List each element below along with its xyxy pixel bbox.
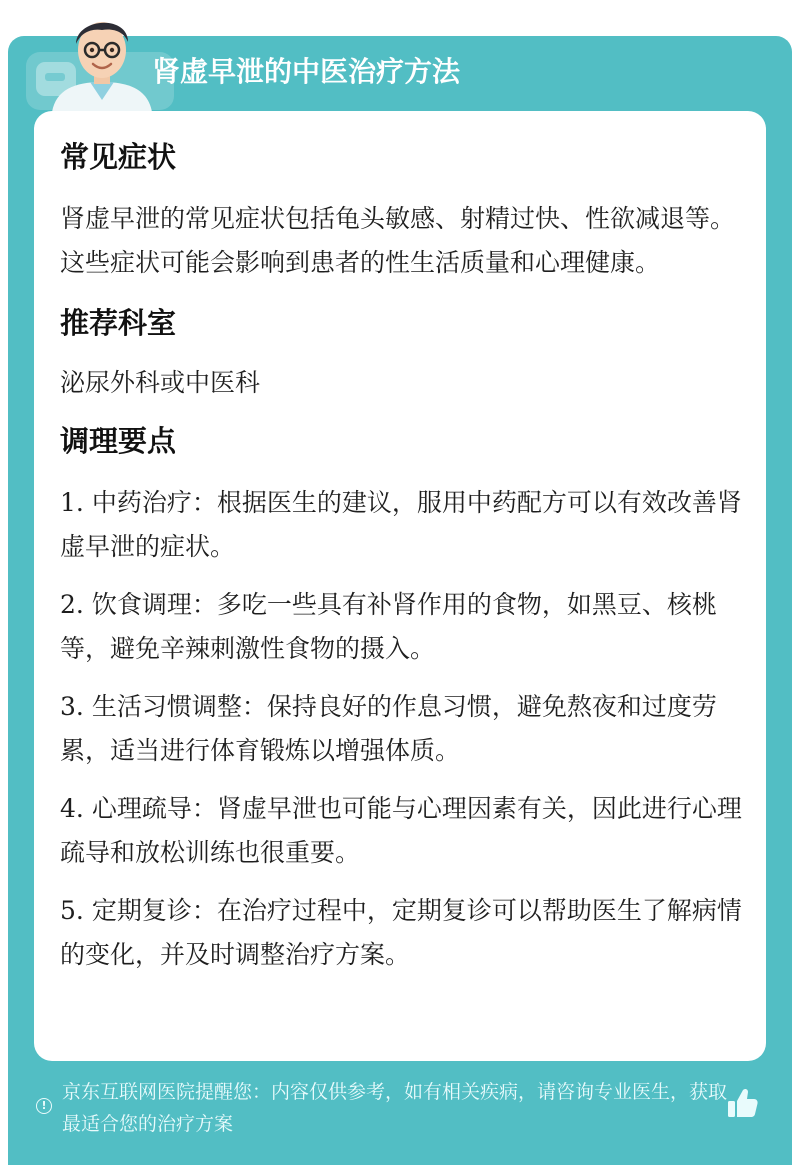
content-card (34, 111, 766, 1061)
page-title: 肾虚早泄的中医治疗方法 (152, 55, 461, 88)
list-item-number: 4. (60, 794, 84, 823)
list-item (60, 583, 742, 671)
list-item (60, 685, 742, 773)
symptoms-heading: 常见症状 (60, 140, 177, 174)
care-list (60, 481, 742, 977)
doctor-avatar (46, 8, 158, 112)
list-item-number: 1. (60, 488, 84, 517)
list-item (60, 787, 742, 875)
info-icon: ! (36, 1098, 52, 1114)
symptoms-text: 肾虚早泄的常见症状包括龟头敏感、射精过快、性欲减退等。这些症状可能会影响到患者的性生活质量和心理健康。 (60, 204, 736, 277)
list-item-number: 2. (60, 590, 84, 619)
list-item-text: 心理疏导：肾虚早泄也可能与心理因素有关，因此进行心理疏导和放松训练也很重要。 (60, 794, 742, 867)
department-heading: 推荐科室 (60, 306, 177, 340)
disclaimer-footer (36, 1076, 736, 1140)
department-text: 泌尿外科或中医科 (60, 368, 261, 397)
list-item-text: 中药治疗：根据医生的建议，服用中药配方可以有效改善肾虚早泄的症状。 (60, 488, 742, 561)
disclaimer-text: 京东互联网医院提醒您：内容仅供参考，如有相关疾病，请咨询专业医生，获取最适合您的治疗方案 (62, 1081, 728, 1135)
list-item-text: 定期复诊：在治疗过程中，定期复诊可以帮助医生了解病情的变化，并及时调整治疗方案。 (60, 896, 742, 969)
list-item-text: 生活习惯调整：保持良好的作息习惯，避免熬夜和过度劳累，适当进行体育锻炼以增强体质。 (60, 692, 717, 765)
thumbs-up-icon[interactable] (722, 1084, 762, 1124)
list-item (60, 481, 742, 569)
care-heading: 调理要点 (60, 424, 177, 458)
list-item-number: 5. (60, 896, 84, 925)
list-item (60, 889, 742, 977)
list-item-text: 饮食调理：多吃一些具有补肾作用的食物，如黑豆、核桃等，避免辛辣刺激性食物的摄入。 (60, 590, 717, 663)
list-item-number: 3. (60, 692, 84, 721)
